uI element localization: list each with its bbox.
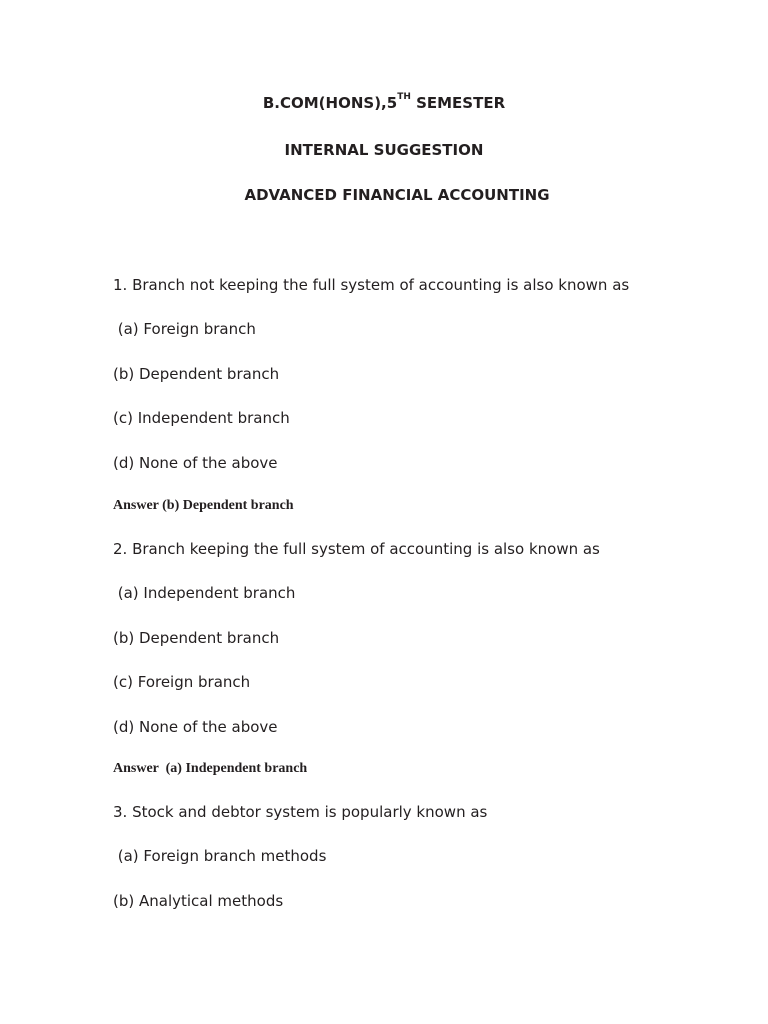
question-2-text: 2. Branch keeping the full system of accounting is also known as xyxy=(113,540,600,558)
question-1-answer: Answer (b) Dependent branch xyxy=(113,498,294,513)
course-heading-suffix: SEMESTER xyxy=(410,94,506,112)
question-3-text: 3. Stock and debtor system is popularly known as xyxy=(113,803,488,821)
course-heading-text: B.COM(HONS),5 xyxy=(262,94,398,112)
question-1-option-d: (d) None of the above xyxy=(113,454,278,472)
question-1-option-b: (b) Dependent branch xyxy=(113,365,280,383)
question-1-option-c: (c) Independent branch xyxy=(113,409,290,427)
question-2-option-c: (c) Foreign branch xyxy=(113,673,251,691)
question-3-option-b: (b) Analytical methods xyxy=(113,892,284,910)
course-heading xyxy=(0,94,768,112)
course-heading-superscript: TH xyxy=(397,92,411,102)
question-2-option-d: (d) None of the above xyxy=(113,718,278,736)
question-1-text: 1. Branch not keeping the full system of accounting is also known as xyxy=(113,276,630,294)
subject-title: ADVANCED FINANCIAL ACCOUNTING xyxy=(244,186,550,204)
question-2-option-a: (a) Independent branch xyxy=(113,584,296,602)
question-1-option-a: (a) Foreign branch xyxy=(113,320,256,338)
question-2-option-b: (b) Dependent branch xyxy=(113,629,280,647)
question-2-answer: Answer (a) Independent branch xyxy=(113,761,308,776)
document-subtitle: INTERNAL SUGGESTION xyxy=(284,141,484,159)
question-3-option-a: (a) Foreign branch methods xyxy=(113,847,327,865)
